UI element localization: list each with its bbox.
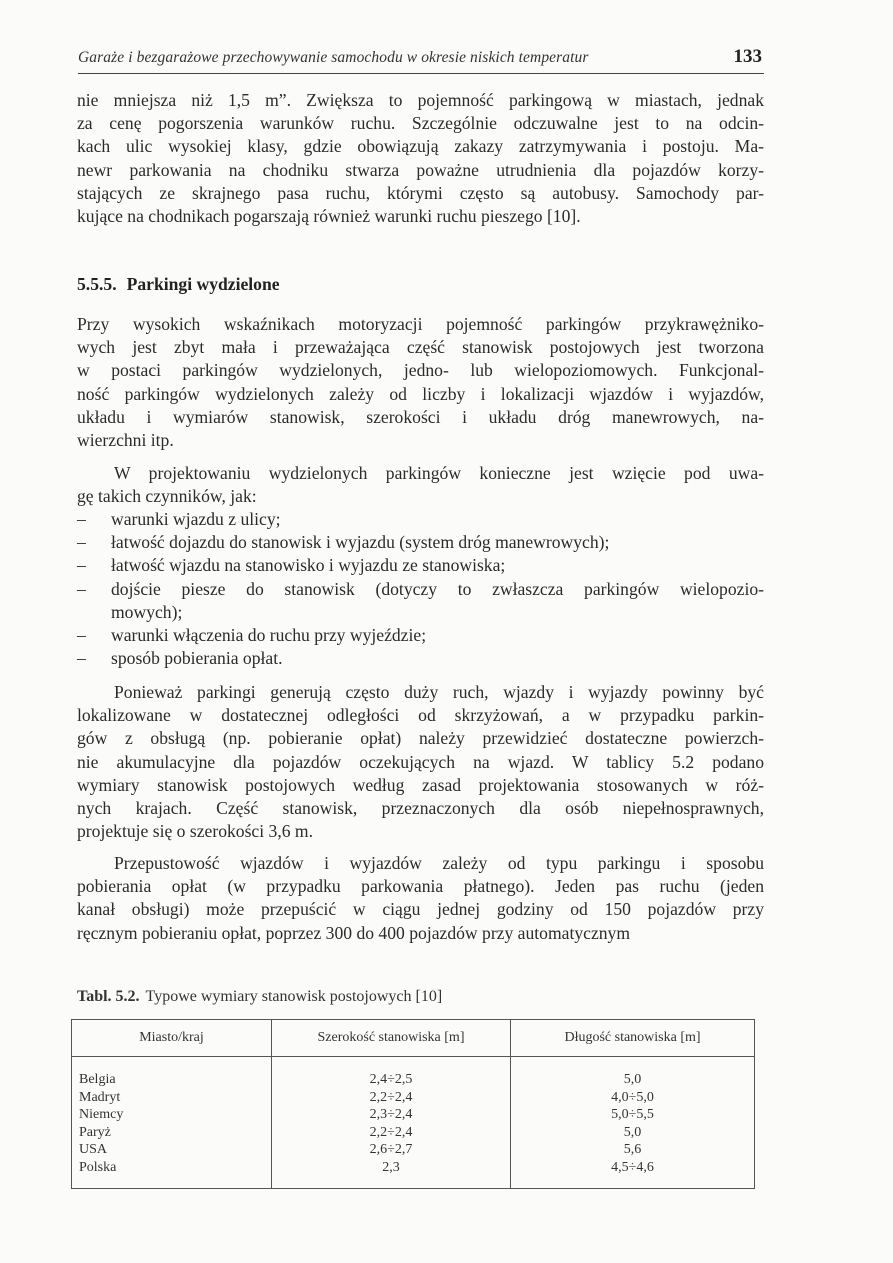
bullet-item <box>77 647 764 670</box>
paragraph-2 <box>77 313 764 452</box>
text-line: Przy wysokich wskaźnikach motoryzacji pojemność parkingów przykrawężniko- <box>77 314 764 334</box>
table-cell: 2,2÷2,4 <box>369 1089 413 1105</box>
text-line: za cenę pogorszenia warunków ruchu. Szczególnie odczuwalne jest to na odcin- <box>77 113 764 134</box>
text-line: stających ze skrajnego pasa ruchu, którymi często są autobusy. Samochody par- <box>77 182 764 203</box>
table-cell: Paryż <box>79 1124 111 1140</box>
table-cell: 2,3 <box>382 1159 400 1175</box>
table-cell: 2,3÷2,4 <box>369 1107 413 1122</box>
bullet-text: dojście piesze do stanowisk (dotyczy to zwłaszcza parkingów wielopozio- <box>111 578 764 599</box>
bullet-text: warunki włączenia do ruchu przy wyjeździe; <box>111 625 427 646</box>
bullet-text: łatwość dojazdu do stanowisk i wyjazdu (system dróg manewrowych); <box>111 532 610 553</box>
bullet-dash: – <box>77 509 86 529</box>
text-line: Ponieważ parkingi generują często duży ruch, wjazdy i wyjazdy powinny być <box>114 682 764 702</box>
table-cell: 2,4÷2,5 <box>369 1072 413 1087</box>
section-number: 5.5.5. <box>77 274 117 294</box>
text-line: gów z obsługą (np. pobieranie opłat) należy przewidzieć dostateczne powierzch- <box>77 728 764 749</box>
places-column <box>72 1057 272 1189</box>
bullet-dash: – <box>77 578 86 599</box>
bullet-text: mowych); <box>111 601 183 622</box>
text-line: kujące na chodnikach pogarszają również warunki ruchu pieszego [10]. <box>77 206 581 227</box>
text-line: wych jest zbyt mała i przeważająca część stanowisk postojowych jest tworzona <box>77 337 764 358</box>
section-heading <box>77 274 280 295</box>
text-line: W projektowaniu wydzielonych parkingów konieczne jest wzięcie pod uwa- <box>114 463 764 483</box>
text-line: w postaci parkingów wydzielonych, jedno- lub wielopoziomowych. Funkcjonal- <box>77 360 764 381</box>
running-title: Garaże i bezgarażowe przechowywanie samochodu w okresie niskich temperatur <box>78 49 589 66</box>
paragraph-4 <box>77 681 764 843</box>
table-cell: 4,5÷4,6 <box>611 1159 654 1175</box>
section-title: Parkingi wydzielone <box>126 274 280 294</box>
bullet-text: warunki wjazdu z ulicy; <box>111 509 281 529</box>
table-cell: Polska <box>79 1159 117 1175</box>
parking-dimensions-table <box>71 1019 755 1189</box>
bullet-dash: – <box>77 648 86 669</box>
text-line: projektuje się o szerokości 3,6 m. <box>77 821 313 842</box>
text-line: kach ulic wysokiej klasy, gdzie obowiązują zakazy zatrzymywania i postoju. Ma- <box>77 136 764 157</box>
text-line: układu i wymiarów stanowisk, szerokości i układu dróg manewrowych, na- <box>77 406 764 427</box>
text-line: pobierania opłat (w przypadku parkowania płatnego). Jeden pas ruchu (jeden <box>77 876 764 897</box>
running-header <box>78 47 764 74</box>
table-cell: 4,0÷5,0 <box>611 1089 654 1105</box>
text-line: gę takich czynników, jak: <box>77 486 257 507</box>
text-line: Przepustowość wjazdów i wyjazdów zależy od typu parkingu i sposobu <box>114 853 764 873</box>
table-cell: 5,0 <box>623 1124 642 1140</box>
bullet-item <box>77 531 764 554</box>
table-header-row <box>72 1020 755 1057</box>
text-line: lokalizowane w dostatecznej odległości od skrzyżowań, a w przypadku parkin- <box>77 705 764 726</box>
header-cell-width: Szerokość stanowiska [m] <box>271 1020 510 1057</box>
paragraph-5 <box>77 852 764 945</box>
text-line: newr parkowania na chodniku stwarza poważne utrudnienia dla pojazdów korzy- <box>77 159 764 180</box>
text-line: wymiary stanowisk postojowych według zasad projektowania stosowanych w róż- <box>77 774 764 795</box>
bullet-text: łatwość wjazdu na stanowisko i wyjazdu ze stanowiska; <box>111 555 506 576</box>
table-cell: Madryt <box>79 1089 121 1105</box>
table-cell: 2,2÷2,4 <box>369 1124 413 1140</box>
text-line: wierzchni itp. <box>77 430 174 451</box>
header-cell-place: Miasto/kraj <box>72 1020 272 1057</box>
text-line: nych krajach. Część stanowisk, przeznaczonych dla osób niepełnosprawnych, <box>77 798 764 819</box>
paragraph-3 <box>77 462 764 508</box>
widths-column <box>271 1057 510 1189</box>
bullet-dash: – <box>77 555 86 576</box>
table-cell: Niemcy <box>79 1107 124 1122</box>
paragraph-1 <box>77 89 764 228</box>
bullet-list <box>77 508 764 670</box>
page-number: 133 <box>733 46 762 67</box>
table-cell: 5,0÷5,5 <box>611 1107 654 1122</box>
bullet-item <box>77 624 764 647</box>
text-line: nie akumulacyjne dla pojazdów oczekujących na wjazd. W tablicy 5.2 podano <box>77 751 764 772</box>
table-cell: 5,0 <box>623 1072 642 1087</box>
header-cell-length: Długość stanowiska [m] <box>511 1020 755 1057</box>
table-caption <box>77 988 442 1006</box>
lengths-column <box>511 1057 755 1189</box>
text-line: ręcznym pobieraniu opłat, poprzez 300 do 400 pojazdów przy automatycznym <box>77 922 631 943</box>
text-line: nie mniejsza niż 1,5 m”. Zwiększa to pojemność parkingową w miastach, jednak <box>77 90 764 110</box>
bullet-item <box>77 508 764 531</box>
table-cell: USA <box>79 1142 108 1157</box>
text-line: kanał obsługi) może przepuścić w ciągu jednej godziny od 150 pojazdów przy <box>77 899 764 920</box>
table-cell: 5,6 <box>623 1142 642 1157</box>
bullet-text: sposób pobierania opłat. <box>111 648 283 669</box>
table-body-row <box>72 1057 755 1189</box>
bullet-dash: – <box>77 625 86 646</box>
table-cell: Belgia <box>79 1072 116 1087</box>
bullet-item <box>77 554 764 577</box>
bullet-dash: – <box>77 532 86 553</box>
bullet-item <box>77 578 764 624</box>
text-line: ność parkingów wydzielonych zależy od liczby i lokalizacji wjazdów i wyjazdów, <box>77 383 764 404</box>
table-caption-text: Typowe wymiary stanowisk postojowych [10] <box>145 988 443 1005</box>
table-cell: 2,6÷2,7 <box>369 1142 413 1157</box>
table-label: Tabl. 5.2. <box>77 988 140 1005</box>
